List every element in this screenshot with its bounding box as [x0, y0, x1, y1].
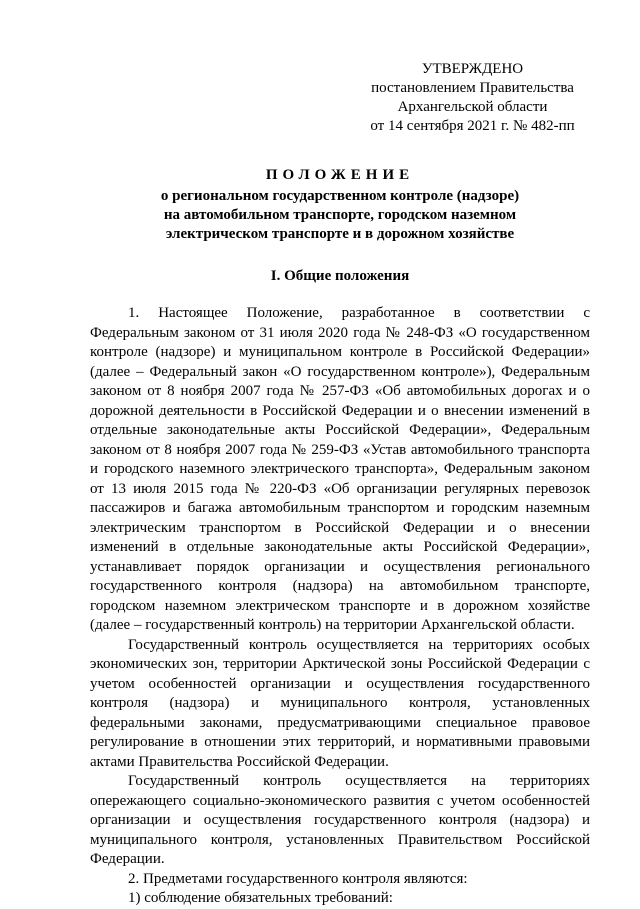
approval-line-approved: УТВЕРЖДЕНО [421, 61, 524, 77]
approval-stamp [360, 60, 585, 136]
approval-line-region: Архангельской области [397, 99, 548, 115]
document-title: ПОЛОЖЕНИЕ [265, 167, 415, 183]
section-heading: I. Общие положения [270, 268, 410, 284]
document-subtitle-line-1: о региональном государственном контроле (надзоре) [160, 188, 520, 204]
document-subtitle-line-3: электрическом транспорте и в дорожном хозяйстве [165, 226, 515, 242]
document-subtitle-line-2: на автомобильном транспорте, городском наземном [163, 207, 517, 223]
paragraph-5: 1) соблюдение обязательных требований: [128, 890, 393, 906]
paragraph-1: 1. Настоящее Положение, разработанное в соответствии с Федеральным законом от 31 июля 2020 года № 248-ФЗ «О государственном контроле (надзоре) и муниципальном контроле в Российской Федерации» (далее – Федеральный закон «О государственном контроле»), Федеральным законом от 8 ноября 2007 года № 257-ФЗ «Об автомобильных дорогах и о дорожной деятельности в Российской Федерации и о внесении изменений в отдельные законодательные акты Российской Федерации», Федеральным законом от 8 ноября 2007 года № 259-ФЗ «Устав автомобильного транспорта и городского наземного электрического транспорта», Федеральным законом от 13 июля 2015 года № 220-ФЗ «Об организации регулярных перевозок пассажиров и багажа автомобильным транспортом и городским наземным электрическим транспортом в Российской Федерации и о внесении изменений в отдельные законодательные акты Российской Федерации», устанавливает порядок организации и осуществления регионального государственного контроля (надзора) на автомобильном транспорте, городском наземном электрическом транспорте и в дорожном хозяйстве (далее – государственный контроль) на территории Архангельской области. [90, 305, 590, 633]
approval-line-date-number: от 14 сентября 2021 г. № 482-пп [370, 118, 575, 134]
document-title-block [90, 166, 590, 244]
paragraph-3: Государственный контроль осуществляется на территориях опережающего социально-экономического развития с учетом особенностей организации и осуществления государственного контроля (надзора) и муниципального контроля, установленных Правительством Российской Федерации. [90, 773, 590, 867]
approval-line-resolution: постановлением Правительства [371, 80, 574, 96]
paragraph-2: Государственный контроль осуществляется на территориях особых экономических зон, территории Арктической зоны Российской Федерации с учетом особенностей организации и осуществления государственного контроля (надзора) и муниципального контроля, установленных федеральными законами, предусматривающими специальное правовое регулирование в отношении этих территорий, и нормативными правовыми актами Правительства Российской Федерации. [90, 636, 590, 770]
document-body [90, 304, 590, 909]
paragraph-4: 2. Предметами государственного контроля являются: [128, 870, 468, 887]
